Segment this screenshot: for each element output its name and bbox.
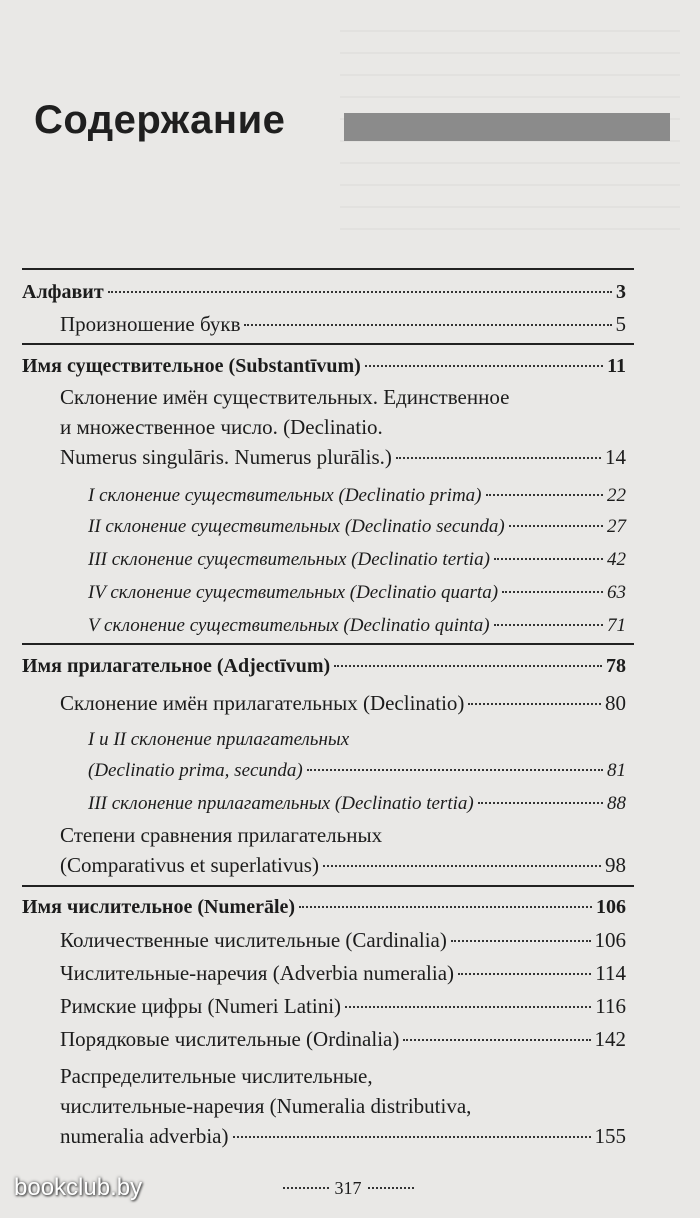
toc-entry [60,445,626,470]
page-number-dots-left [283,1187,329,1189]
toc-entry [88,483,626,508]
dot-leader [323,865,601,867]
toc-entry [60,928,626,953]
toc-entry [22,280,626,305]
toc-entry [88,580,626,605]
dot-leader [307,769,603,771]
toc-entry [60,994,626,1019]
dot-leader [244,324,611,326]
section-divider [22,268,634,270]
dot-leader [108,291,612,293]
toc-entry [60,961,626,986]
toc-entry-page: 3 [616,281,626,303]
toc-entry-page: 27 [607,516,626,537]
toc-entry-page: 116 [595,994,626,1018]
toc-entry [22,654,626,679]
dot-leader [502,591,603,593]
toc-entry [88,514,626,539]
toc-entry-page: 71 [607,615,626,636]
dot-leader [396,457,601,459]
toc-entry-title: Алфавит [22,281,104,303]
toc-entry-title: II склонение существительных (Declinatio secunda) [88,516,505,537]
toc-entry-title: Имя существительное (Substantīvum) [22,355,361,377]
toc-entry [60,1124,626,1149]
toc-entry-title: I склонение существительных (Declinatio prima) [88,485,482,506]
toc-entry-title: Количественные числительные (Cardinalia) [60,928,447,952]
title-row [34,98,636,154]
watermark-brand: bookclub.by [14,1174,143,1201]
toc-entry-title: Имя прилагательное (Adjectīvum) [22,655,331,677]
toc-entry-page: 81 [607,760,626,781]
toc-entry-text-line: Распределительные числительные, [60,1064,373,1088]
toc-entry [88,758,626,783]
dot-leader [478,802,603,804]
toc-entry-page: 106 [594,928,626,952]
dot-leader [334,665,602,667]
toc-entry [88,613,626,638]
toc-entry-title: Порядковые числительные (Ordinalia) [60,1027,400,1051]
page-footer [0,1170,700,1218]
section-divider [22,343,634,345]
toc-entry-title: numeralia adverbia) [60,1124,229,1148]
toc-entry-title: Произношение букв [60,312,241,336]
toc-entry-title: III склонение прилагательных (Declinatio tertia) [88,793,474,814]
toc-entry [60,1027,626,1052]
dot-leader [468,703,601,705]
toc-entry [60,691,626,716]
page-title: Содержание [34,98,286,142]
page-number-area [258,1176,438,1200]
toc-entry [22,895,626,920]
toc-entry-title: Числительные-наречия (Adverbia numeralia) [60,961,455,985]
toc-entry-page: 11 [607,355,626,377]
toc-entry-title: Склонение имён прилагательных (Declinatio) [60,691,465,715]
toc-entry-page: 98 [605,853,626,877]
title-decorative-bar [344,113,670,141]
toc-entry [22,354,626,379]
toc-entry-title: III склонение существительных (Declinatio tertia) [88,549,490,570]
toc-entry [88,791,626,816]
toc-entry-title: (Comparativus et superlativus) [60,853,319,877]
dot-leader [458,973,591,975]
toc-entry-page: 106 [596,896,626,918]
toc-entry-text-line: и множественное число. (Declinatio. [60,415,383,439]
toc-entry-page: 88 [607,793,626,814]
dot-leader [494,558,603,560]
dot-leader [345,1006,591,1008]
page-number-dots-right [368,1187,414,1189]
dot-leader [233,1136,591,1138]
toc-entry-title: V склонение существительных (Declinatio quinta) [88,615,490,636]
toc-entry [88,547,626,572]
toc-entry-page: 22 [607,485,626,506]
toc-entry-page: 114 [595,961,626,985]
toc-entry-title: Римские цифры (Numeri Latini) [60,994,342,1018]
toc-entry-page: 5 [615,312,626,336]
toc-entry [60,312,626,337]
dot-leader [299,906,592,908]
toc-entry-page: 63 [607,582,626,603]
section-divider [22,643,634,645]
toc-entry-text-line: Склонение имён существительных. Единственное [60,385,510,409]
toc-entry-title: (Declinatio prima, secunda) [88,760,303,781]
toc-entry-text-line: I и II склонение прилагательных [88,729,350,750]
toc-entry [60,853,626,878]
dot-leader [365,365,603,367]
page-number: 317 [334,1177,362,1198]
toc-entry-text-line: числительные-наречия (Numeralia distributiva, [60,1094,472,1118]
toc-entry-page: 80 [605,691,626,715]
toc-entry-page: 14 [605,445,626,469]
dot-leader [403,1039,590,1041]
section-divider [22,885,634,887]
toc-entry-page: 155 [594,1124,626,1148]
dot-leader [451,940,591,942]
toc-entry-title: Numerus singulāris. Numerus plurālis.) [60,445,392,469]
toc-entry-title: IV склонение существительных (Declinatio quarta) [88,582,499,603]
toc-entry-page: 42 [607,549,626,570]
toc-entry-text-line: Степени сравнения прилагательных [60,823,383,847]
dot-leader [509,525,603,527]
toc-entry-page: 142 [594,1027,626,1051]
toc-entry-title: Имя числительное (Numerāle) [22,896,296,918]
dot-leader [494,624,603,626]
toc-entry-page: 78 [606,655,626,677]
dot-leader [486,494,604,496]
